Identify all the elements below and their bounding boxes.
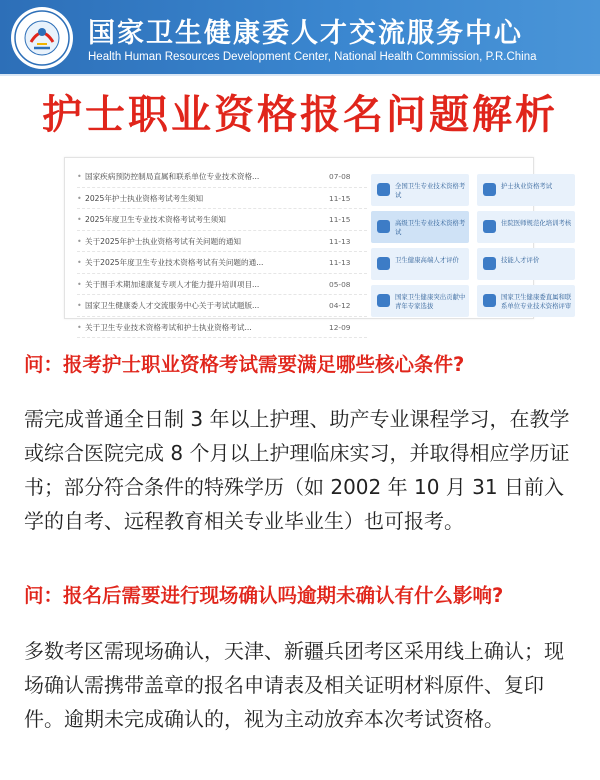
news-date: 11-15: [329, 193, 351, 203]
badge-icon: [483, 257, 496, 270]
graduation-cap-icon: [377, 220, 390, 233]
news-date: 04-12: [329, 301, 351, 310]
org-name-cn: 国家卫生健康委人才交流服务中心: [88, 18, 523, 49]
news-item[interactable]: • 关于卫生专业技术资格考试和护士执业资格考试... 12-09: [77, 317, 367, 339]
news-date: 11-15: [329, 215, 351, 224]
news-date: 07-08: [329, 172, 351, 181]
person-icon: [377, 294, 390, 307]
org-emblem-icon: [10, 6, 74, 70]
news-item[interactable]: • 关于2025年度卫生专业技术资格考试有关问题的通... 11-13: [77, 252, 367, 274]
news-title: 国家卫生健康委人才交流服务中心关于考试试题版...: [85, 301, 260, 310]
exam-icon: [377, 183, 390, 196]
tile-high-end-talent[interactable]: 卫生健康高端人才评价: [371, 248, 469, 280]
tile-residency-training[interactable]: 住院医师规范化培训考核: [477, 211, 575, 243]
website-screenshot-panel: [64, 157, 572, 332]
medal-icon: [377, 257, 390, 270]
answer-2: 多数考区需现场确认，天津、新疆兵团考区采用线上确认；现场确认需携带盖章的报名申请表及相关证明材料原件、复印件。逾期未完成确认的，视为主动放弃本次考试资格。: [24, 639, 564, 731]
news-item[interactable]: • 国家疾病预防控制局直属和联系单位专业技术资格... 07-08: [77, 166, 367, 188]
news-item[interactable]: • 2025年护士执业资格考试考生须知 11-15: [77, 188, 367, 210]
bed-icon: [483, 220, 496, 233]
news-title: 关于卫生专业技术资格考试和护士执业资格考试...: [85, 322, 252, 332]
news-title: 2025年度卫生专业技术资格考试考生须知: [85, 215, 226, 224]
news-list: [77, 166, 367, 338]
news-item[interactable]: • 关于围手术期加速康复专项人才能力提升培训项目... 05-08: [77, 274, 367, 296]
news-item[interactable]: • 关于2025年护士执业资格考试有关问题的通知 11-13: [77, 231, 367, 253]
question-1: 问：报考护士职业资格考试需要满足哪些核心条件?: [24, 353, 465, 376]
tile-young-experts[interactable]: 国家卫生健康突出贡献中青年专家选拔: [371, 285, 469, 317]
tile-qualification-review[interactable]: 国家卫生健康委直属和联系单位专业技术资格评审: [477, 285, 575, 317]
nurse-icon: [483, 183, 496, 196]
news-date: 11-13: [329, 258, 351, 267]
news-title: 国家疾病预防控制局直属和联系单位专业技术资格...: [85, 172, 260, 181]
gear-icon: [483, 294, 496, 307]
tile-skill-talent[interactable]: 技能人才评价: [477, 248, 575, 280]
tile-health-tech-exam[interactable]: 全国卫生专业技术资格考试: [371, 174, 469, 206]
news-title: 关于围手术期加速康复专项人才能力提升培训项目...: [85, 279, 260, 289]
tile-nurse-exam[interactable]: 护士执业资格考试: [477, 174, 575, 206]
answer-1: 需完成普通全日制 3 年以上护理、助产专业课程学习，在教学或综合医院完成 8 个月以上护理临床实习，并取得相应学历证书；部分符合条件的特殊学历（如 2002 年 10 月 31 日前入学的自考、远程教育相关专业毕业生）也可报考。: [24, 407, 570, 533]
header-banner: [0, 0, 600, 76]
question-2: 问：报名后需要进行现场确认吗逾期未确认有什么影响?: [24, 584, 504, 607]
news-date: 12-09: [329, 322, 351, 332]
tile-senior-exam[interactable]: 高级卫生专业技术资格考试: [371, 211, 469, 243]
news-title: 关于2025年度卫生专业技术资格考试有关问题的通...: [85, 258, 264, 267]
news-date: 05-08: [329, 279, 351, 289]
page-title: 护士职业资格报名问题解析: [42, 92, 558, 138]
news-item[interactable]: • 国家卫生健康委人才交流服务中心关于考试试题版... 04-12: [77, 295, 367, 317]
news-title: 关于2025年护士执业资格考试有关问题的通知: [85, 236, 242, 246]
news-date: 11-13: [329, 236, 351, 246]
org-name-en: Health Human Resources Development Center, National Health Commission, P.R.China: [88, 51, 537, 63]
news-title: 2025年护士执业资格考试考生须知: [85, 193, 204, 203]
news-item[interactable]: • 2025年度卫生专业技术资格考试考生须知 11-15: [77, 209, 367, 231]
